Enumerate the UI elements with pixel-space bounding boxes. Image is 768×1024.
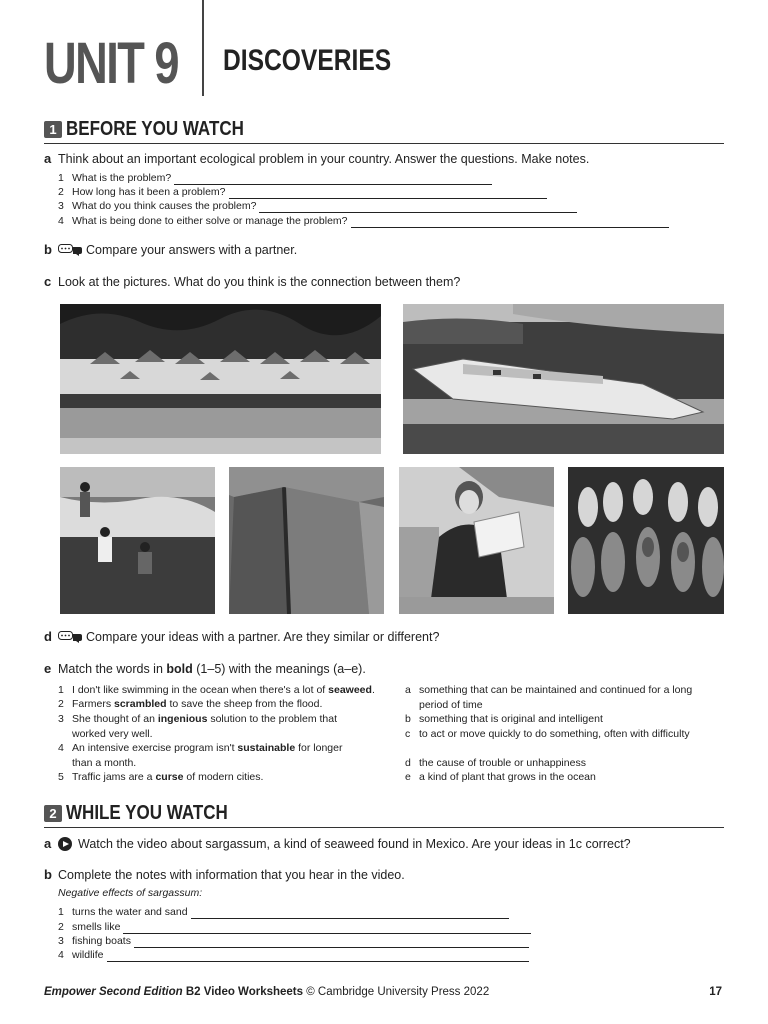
- answer-line[interactable]: [134, 937, 529, 948]
- answer-line[interactable]: [229, 188, 547, 199]
- note-text: wildlife: [72, 949, 104, 961]
- answer-line[interactable]: [259, 202, 577, 213]
- photo-stranded-boat: [403, 304, 724, 454]
- unit-title: DISCOVERIES: [223, 44, 392, 77]
- question-text: How long has it been a problem?: [72, 186, 226, 198]
- question-text: What is being done to either solve or manage the problem?: [72, 215, 348, 227]
- task-instruction: Look at the pictures. What do you think is the connection between them?: [58, 275, 461, 289]
- note-4: 4 wildlife: [58, 948, 529, 962]
- section-title: WHILE YOU WATCH: [66, 802, 228, 824]
- copyright: © Cambridge University Press 2022: [306, 986, 490, 998]
- section-number-badge: 2: [44, 805, 62, 822]
- photo-people-shoveling: [60, 467, 215, 614]
- book-title: Empower Second Edition: [44, 986, 183, 998]
- unit-number: UNIT 9: [44, 31, 178, 96]
- answer-line[interactable]: [107, 951, 529, 962]
- task-instruction: Complete the notes with information that you hear in the video.: [58, 868, 405, 882]
- question-3: 3 What do you think causes the problem?: [58, 199, 577, 213]
- pair-work-icon: [58, 631, 82, 643]
- answer-line[interactable]: [191, 908, 509, 919]
- answer-line[interactable]: [351, 217, 669, 228]
- photo-woman-with-paper: [399, 467, 554, 614]
- task-letter: a: [44, 151, 52, 166]
- note-text: smells like: [72, 921, 121, 933]
- section-1-heading: [44, 118, 724, 144]
- question-4: 4 What is being done to either solve or manage the problem?: [58, 214, 669, 228]
- page-footer: [44, 986, 489, 998]
- question-2: 2 How long has it been a problem?: [58, 185, 547, 199]
- answer-line[interactable]: [123, 923, 531, 934]
- question-1: 1 What is the problem?: [58, 171, 492, 185]
- pair-work-icon: [58, 244, 82, 256]
- notes-subheading: Negative effects of sargassum:: [58, 887, 203, 899]
- answer-line[interactable]: [174, 174, 492, 185]
- note-text: fishing boats: [72, 935, 131, 947]
- photo-shoes: [568, 467, 724, 614]
- note-text: turns the water and sand: [72, 906, 188, 918]
- page-number: 17: [709, 986, 722, 998]
- note-2: 2 smells like: [58, 920, 531, 934]
- book-level: B2 Video Worksheets: [185, 986, 304, 998]
- photo-seaweed-bricks: [229, 467, 384, 614]
- section-title: BEFORE YOU WATCH: [66, 118, 244, 140]
- note-1: 1 turns the water and sand: [58, 905, 509, 919]
- task-instruction: Think about an important ecological problem in your country. Answer the questions. Make notes.: [58, 152, 590, 166]
- photo-beach-huts: [60, 304, 381, 454]
- section-number-badge: 1: [44, 121, 62, 138]
- play-video-icon[interactable]: [58, 837, 72, 851]
- note-3: 3 fishing boats: [58, 934, 529, 948]
- question-text: What do you think causes the problem?: [72, 200, 257, 212]
- task-instruction: Match the words in bold (1–5) with the meanings (a–e).: [58, 662, 366, 676]
- header-divider: [202, 0, 204, 96]
- task-instruction: Watch the video about sargassum, a kind of seaweed found in Mexico. Are your ideas in 1c correct?: [78, 837, 631, 851]
- task-instruction: Compare your answers with a partner.: [86, 243, 298, 257]
- task-instruction: Compare your ideas with a partner. Are they similar or different?: [86, 630, 440, 644]
- section-2-heading: [44, 802, 724, 828]
- question-text: What is the problem?: [72, 172, 172, 184]
